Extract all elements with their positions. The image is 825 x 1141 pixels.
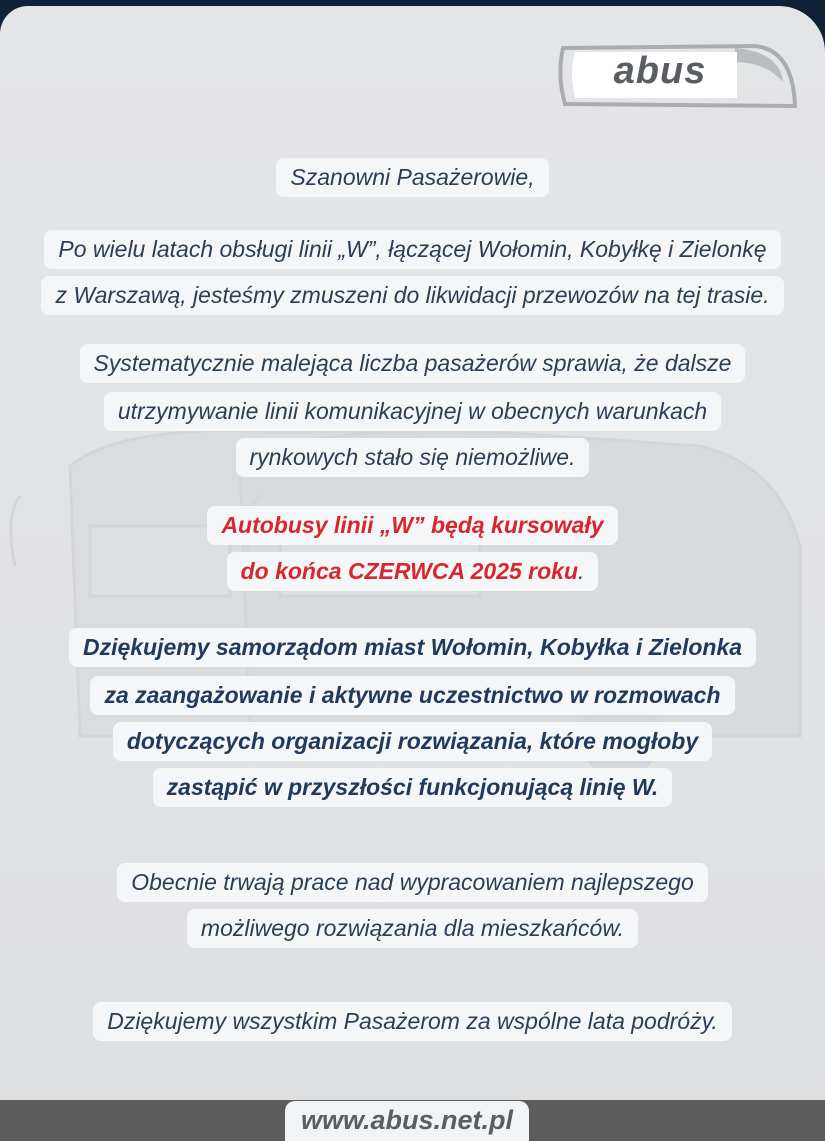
paragraph-2-text: utrzymywanie linii komunikacyjnej w obecnych warunkach — [104, 392, 721, 431]
closing-line — [0, 1002, 825, 1041]
notice-line-1 — [0, 506, 825, 545]
notice-card — [0, 6, 825, 1141]
paragraph-3-text: możliwego rozwiązania dla mieszkańców. — [187, 909, 638, 948]
thanks-text: Dziękujemy samorządom miast Wołomin, Kobyłka i Zielonka — [69, 628, 756, 667]
notice-suffix: . — [578, 558, 585, 584]
paragraph-2-line-2 — [0, 392, 825, 431]
paragraph-2-line-1 — [0, 344, 825, 383]
paragraph-1-text: Po wielu latach obsługi linii „W”, łączącej Wołomin, Kobyłkę i Zielonkę — [44, 230, 780, 269]
notice-line-2 — [0, 552, 825, 591]
paragraph-3-text: Obecnie trwają prace nad wypracowaniem najlepszego — [117, 863, 708, 902]
paragraph-2-line-3 — [0, 438, 825, 477]
logo-text: abus — [613, 50, 707, 92]
thanks-text: dotyczących organizacji rozwiązania, które mogłoby — [113, 722, 712, 761]
thanks-text: zastąpić w przyszłości funkcjonującą linię W. — [153, 768, 673, 807]
greeting-line — [0, 158, 825, 197]
paragraph-3-line-2 — [0, 909, 825, 948]
thanks-line-3 — [0, 722, 825, 761]
paragraph-2-text: Systematycznie malejąca liczba pasażerów sprawia, że dalsze — [80, 344, 746, 383]
thanks-line-4 — [0, 768, 825, 807]
website-link[interactable]: www.abus.net.pl — [285, 1101, 529, 1141]
thanks-text: za zaangażowanie i aktywne uczestnictwo w rozmowach — [90, 676, 734, 715]
paragraph-2-text: rynkowych stało się niemożliwe. — [236, 438, 590, 477]
paragraph-3-line-1 — [0, 863, 825, 902]
thanks-line-2 — [0, 676, 825, 715]
paragraph-1-text: z Warszawą, jesteśmy zmuszeni do likwidacji przewozów na tej trasie. — [41, 276, 783, 315]
paragraph-1-line-2 — [0, 276, 825, 315]
thanks-line-1 — [0, 628, 825, 667]
greeting: Szanowni Pasażerowie, — [276, 158, 548, 197]
notice-text — [227, 552, 599, 591]
notice-text-main: do końca CZERWCA 2025 roku — [240, 558, 579, 584]
paragraph-1-line-1 — [0, 230, 825, 269]
notice-text: Autobusy linii „W” będą kursowały — [207, 506, 617, 545]
closing-text: Dziękujemy wszystkim Pasażerom za wspólne lata podróży. — [93, 1002, 732, 1041]
